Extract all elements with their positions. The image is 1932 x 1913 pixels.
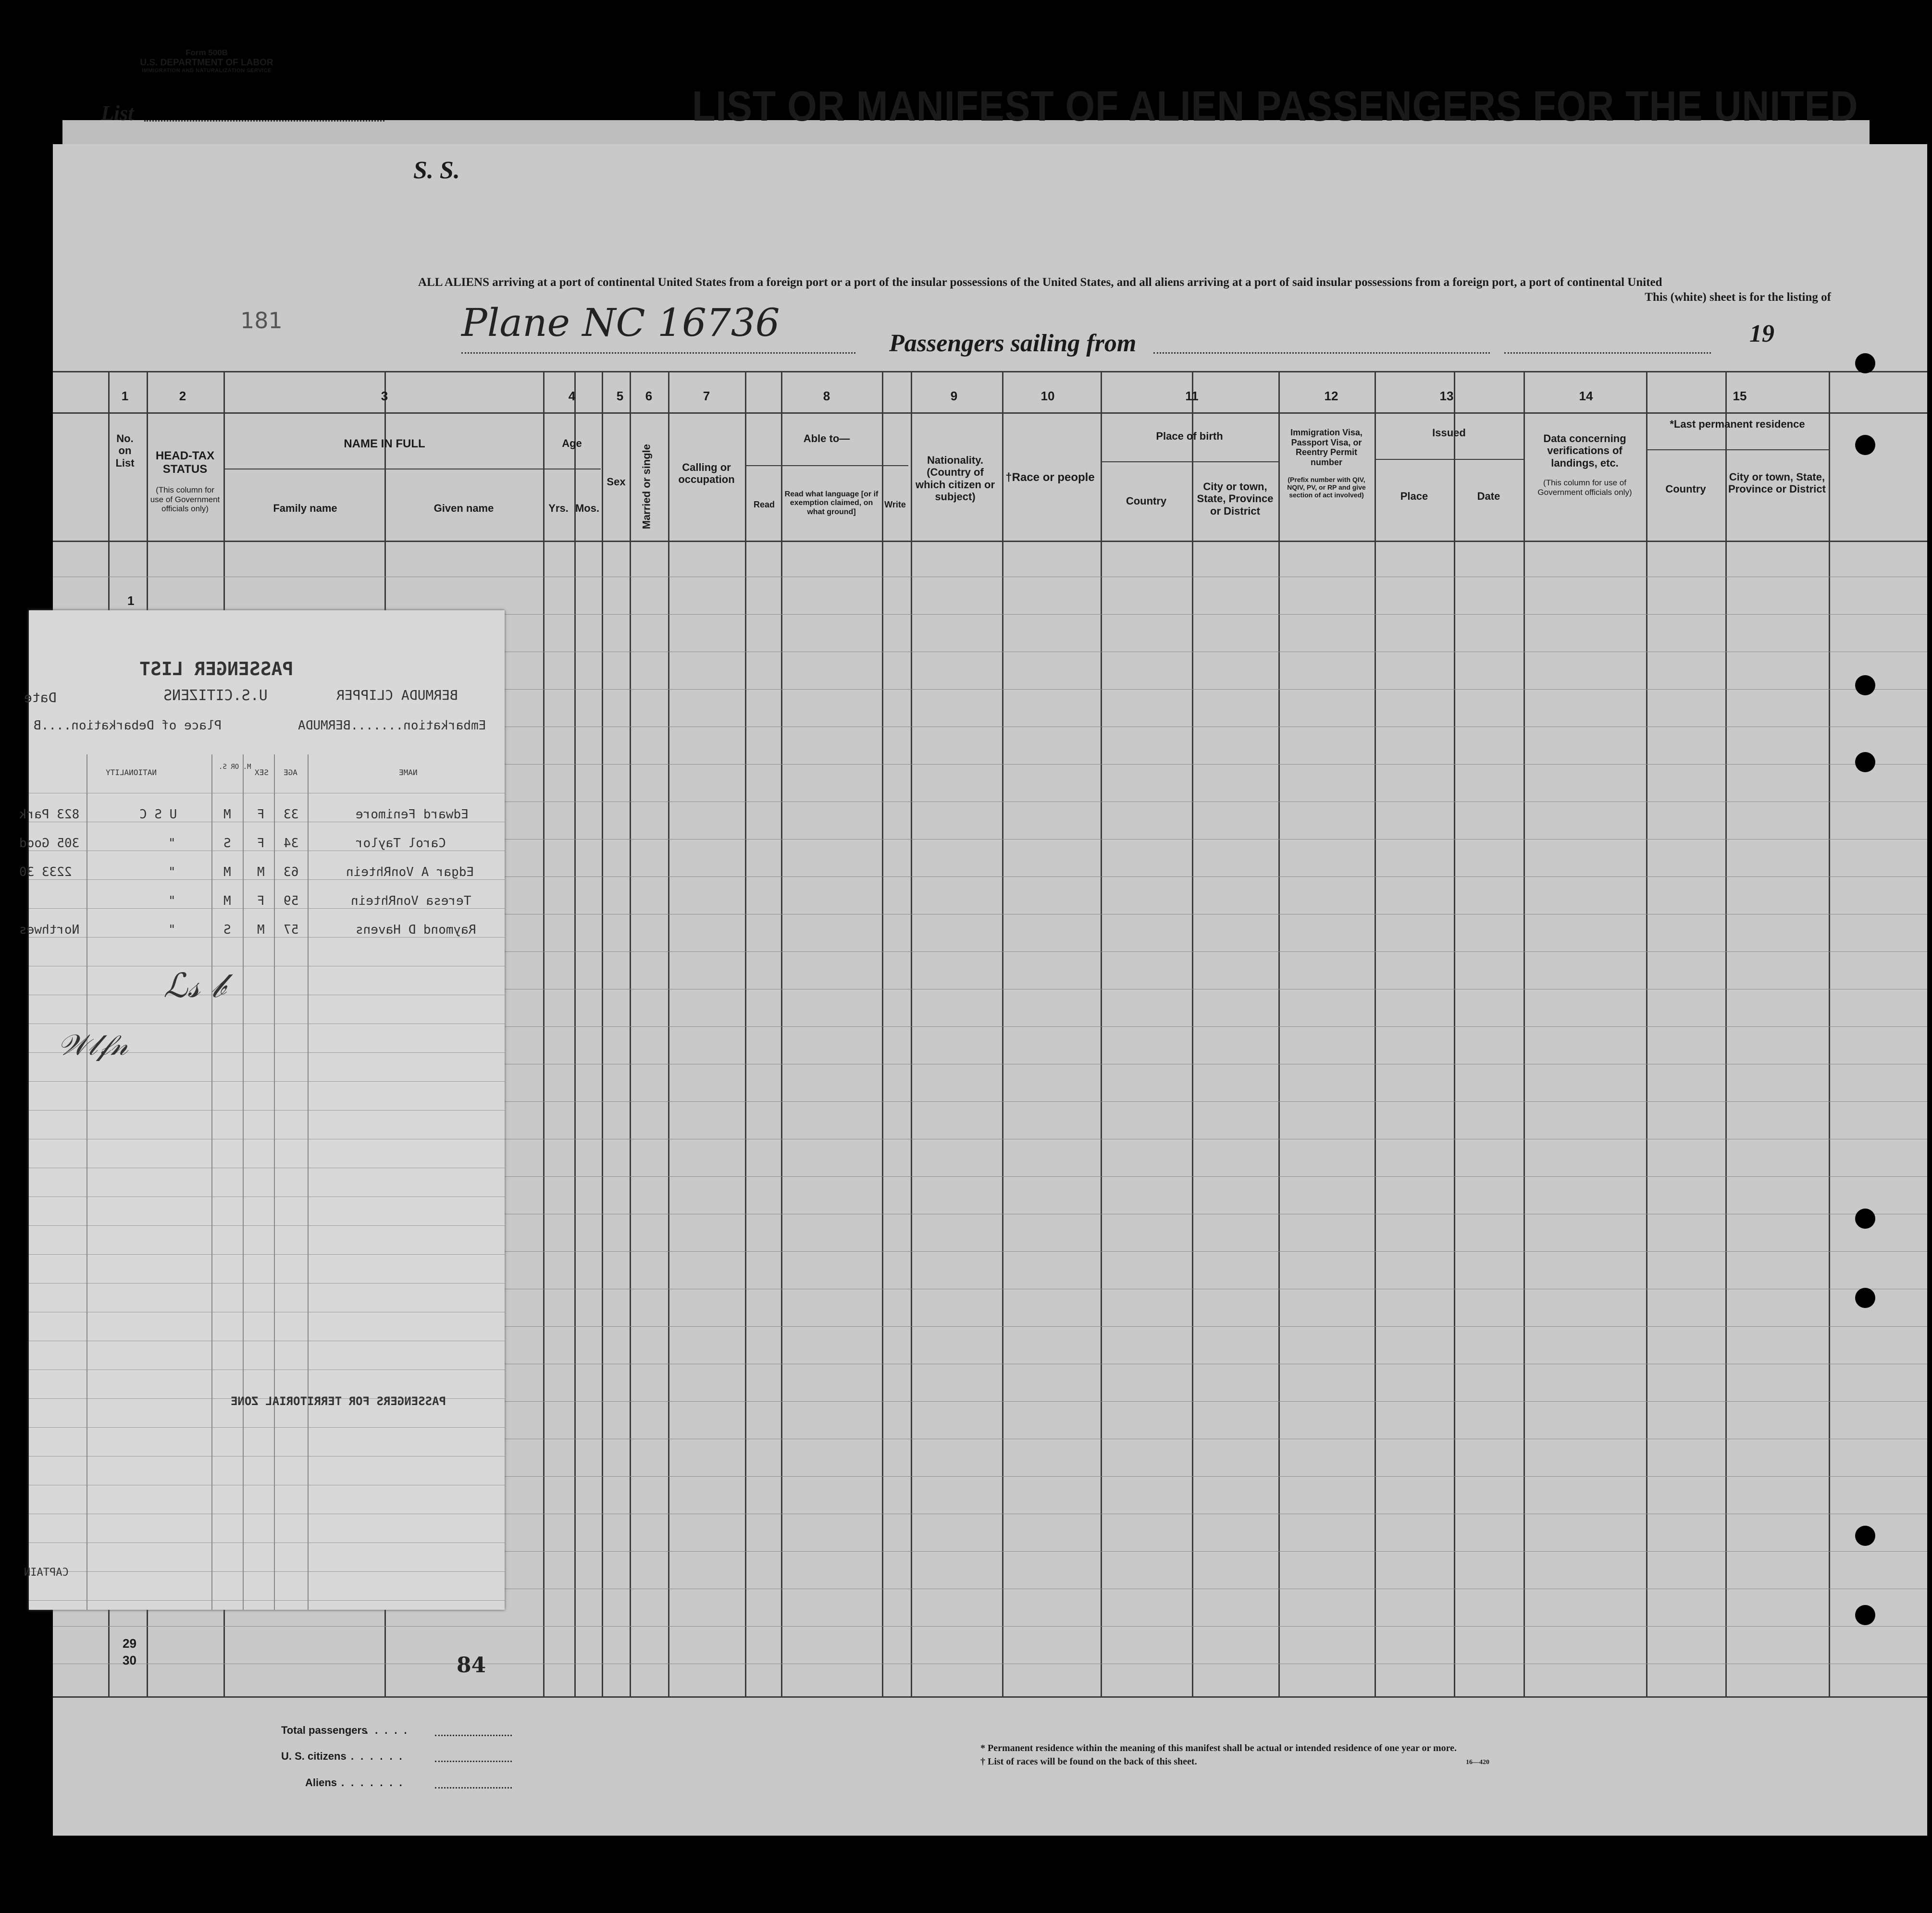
overlay-passenger-nationality: " [168, 894, 176, 908]
birth-header-divider [1101, 461, 1278, 462]
overlay-passenger-nationality: " [168, 923, 176, 937]
overlay-row-line [29, 1081, 505, 1082]
punch-hole [1855, 1209, 1875, 1229]
column-divider [543, 371, 545, 1696]
footer-dots: ....... [341, 1777, 409, 1789]
column-divider [911, 371, 912, 1696]
header-verifications: Data concerning verifications of landings, etc. [1543, 432, 1626, 469]
column-divider [1725, 371, 1727, 1696]
punch-hole [1855, 752, 1875, 772]
footnote-permanent-residence: * Permanent residence within the meaning of this manifest shall be actual or intended residence of one year or more. [980, 1743, 1457, 1753]
punch-hole [1855, 1526, 1875, 1546]
overlay-column-line [274, 754, 275, 1610]
sailing-from-label: Passengers sailing from [889, 330, 1137, 357]
overlay-clipper: BERMUDA CLIPPER [336, 687, 458, 703]
header-head-tax-note: (This column for use of Government officials only) [150, 485, 220, 514]
col-num-11: 11 [1185, 389, 1199, 403]
overlay-handwritten-signature: 𝒲𝓁𝒻𝓃 [58, 1028, 128, 1062]
column-divider [1454, 371, 1455, 1696]
overlay-passenger-name: Edward Fenimore [356, 807, 469, 822]
overlay-passenger-age: 33 [284, 807, 299, 822]
form-subtitle-line-1: ALL ALIENS arriving at a port of continental United States from a foreign port or a port of the insular possessions of the United States, and all aliens arriving at a port of said insular possessions from a foreign port, a port of continental United [418, 276, 1662, 289]
sailing-port-line [1153, 352, 1490, 354]
col-num-2: 2 [179, 389, 186, 403]
overlay-row-line [29, 879, 505, 880]
overlay-column-line [211, 754, 212, 1610]
overlay-embarkation: Embarkation.......BERMUDA [298, 718, 486, 733]
header-visa: Immigration Visa, Passport Visa, or Reentry Permit number [1290, 428, 1362, 468]
overlay-passenger-address: 823 Park [19, 807, 80, 822]
overlay-passenger-name: Raymond D Havens [356, 923, 476, 937]
overlay-passenger-ms: M [223, 807, 231, 822]
col-num-13: 13 [1439, 389, 1454, 403]
overlay-passenger-name: Edgar A VonRhtein [346, 865, 474, 879]
page-stamp-84: 84 [457, 1653, 486, 1678]
overlay-row-line [29, 937, 505, 938]
header-family-name: Family name [273, 502, 337, 514]
us-citizens-line [435, 1761, 512, 1762]
overlay-passenger-ms: S [223, 836, 231, 851]
header-verifications-note: (This column for use of Government officials only) [1537, 478, 1632, 497]
header-married-single: Married or single [640, 444, 653, 530]
margin-number: 181 [240, 308, 283, 333]
overlay-header-age: AGE [284, 768, 297, 777]
overlay-passenger-age: 59 [284, 894, 299, 908]
total-passengers-label: Total passengers [281, 1724, 368, 1736]
overlay-row-line [29, 1254, 505, 1255]
col-num-15: 15 [1733, 389, 1747, 403]
aliens-label: Aliens [305, 1777, 337, 1789]
overlay-passenger-age: 57 [284, 923, 299, 937]
header-able-to: Able to— [803, 432, 850, 444]
overlay-subtitle: U.S.CITIZENS [163, 687, 268, 704]
header-place-of-birth: Place of birth [1156, 430, 1223, 442]
punch-hole [1855, 675, 1875, 695]
issued-header-divider [1375, 459, 1523, 460]
table-bottom-border [53, 1696, 1927, 1698]
overlay-debarkation: Place of Debarkation....B [34, 718, 222, 733]
overlay-passenger-name: Teresa VonRhtein [351, 894, 471, 908]
column-divider [668, 371, 669, 1696]
header-race: †Race or people [1005, 471, 1095, 484]
overlay-passenger-age: 63 [284, 865, 299, 879]
table-row-line [53, 1626, 1927, 1627]
col-num-6: 6 [645, 389, 653, 403]
form-subtitle-line-2: This (white) sheet is for the listing of [1645, 291, 1831, 304]
overlay-passenger-ms: M [223, 894, 231, 908]
overlay-date-label: Date [24, 690, 57, 705]
year-prefix: 19 [1749, 320, 1774, 347]
col-num-5: 5 [616, 389, 624, 403]
header-birth-city: City or town, State, Province or District [1197, 481, 1274, 517]
overlay-footer-stamp: PASSENGERS FOR TERRITORIAL ZONE [231, 1395, 446, 1408]
service-name: IMMIGRATION AND NATURALIZATION SERVICE [142, 68, 272, 74]
punch-hole [1855, 353, 1875, 373]
overlay-row-line [29, 908, 505, 909]
overlay-row-line [29, 1571, 505, 1572]
overlay-header-sex: SEX [255, 768, 269, 777]
overlay-column-line [308, 754, 309, 1610]
header-sex: Sex [607, 476, 626, 488]
overlay-passenger-sex: F [257, 894, 265, 908]
column-divider [882, 371, 883, 1696]
row-number-29: 29 [123, 1636, 136, 1651]
col-num-1: 1 [121, 389, 129, 403]
overlay-passenger-age: 34 [284, 836, 299, 851]
column-divider [630, 371, 631, 1696]
overlay-passenger-nationality: " [168, 836, 176, 851]
column-divider [602, 371, 603, 1696]
us-citizens-label: U. S. citizens [281, 1750, 347, 1762]
overlay-captain-label: CAPTAIN [24, 1567, 69, 1579]
footer-dots: ...... [351, 1750, 409, 1762]
overlay-header-name: NAME [399, 768, 418, 777]
header-nationality: Nationality. (Country of which citizen or subject) [915, 454, 995, 503]
punch-hole [1855, 1605, 1875, 1625]
col-num-9: 9 [950, 389, 958, 403]
column-divider [745, 371, 746, 1696]
col-num-14: 14 [1579, 389, 1593, 403]
overlay-passenger-sex: M [257, 923, 265, 937]
header-given-name: Given name [433, 502, 494, 514]
column-divider [1101, 371, 1102, 1696]
header-issued-date: Date [1477, 490, 1500, 502]
form-title: LIST OR MANIFEST OF ALIEN PASSENGERS FOR THE UNITED [692, 82, 1858, 130]
header-residence-country: Country [1665, 483, 1706, 495]
header-issued-place: Place [1400, 490, 1428, 502]
pasted-passenger-list [19, 610, 505, 1610]
punch-hole [1855, 435, 1875, 455]
col-num-10: 10 [1040, 389, 1055, 403]
overlay-passenger-ms: M [223, 865, 231, 879]
overlay-row-line [29, 1110, 505, 1111]
col-num-8: 8 [823, 389, 830, 403]
ship-name-line [461, 352, 855, 354]
total-passengers-line [435, 1735, 512, 1736]
col-num-12: 12 [1324, 389, 1338, 403]
header-last-residence: *Last permanent residence [1670, 418, 1805, 430]
row-number-30: 30 [123, 1653, 136, 1667]
overlay-passenger-ms: S [223, 923, 231, 937]
overlay-row-line [29, 1600, 505, 1601]
overlay-passenger-sex: F [257, 807, 265, 822]
overlay-passenger-address: 305 Good [19, 836, 80, 851]
print-code: 16—420 [1466, 1759, 1489, 1766]
list-number-line [144, 120, 384, 122]
able-header-divider [745, 465, 908, 466]
list-label: List [101, 101, 134, 125]
overlay-passenger-nationality: U S C [139, 807, 177, 822]
overlay-column-line [243, 754, 244, 1610]
department-name: U.S. DEPARTMENT OF LABOR [140, 57, 273, 68]
overlay-passenger-sex: F [257, 836, 265, 851]
header-read-language: Read what language [or if exemption claimed, on what ground] [784, 490, 879, 516]
header-write: Write [884, 500, 906, 509]
column-divider [781, 371, 782, 1696]
overlay-handwritten-signature: ℒ𝓈 𝒷 [163, 966, 225, 1005]
column-divider [1278, 371, 1280, 1696]
overlay-passenger-sex: M [257, 865, 265, 879]
punch-hole [1855, 1288, 1875, 1308]
form-number: Form 500B [186, 48, 228, 57]
sailing-date-line [1504, 352, 1711, 354]
residence-header-divider [1646, 449, 1829, 450]
overlay-header-ms: M. OR S. [219, 763, 251, 771]
column-divider [1192, 371, 1193, 1696]
header-head-tax: HEAD-TAX STATUS [155, 449, 215, 476]
header-read: Read [753, 500, 775, 509]
column-divider [1375, 371, 1376, 1696]
column-divider [1829, 371, 1830, 1696]
header-age-months: Mos. [575, 502, 600, 514]
form-identifier [91, 48, 322, 74]
ship-handwritten: Plane NC 16736 [461, 300, 780, 345]
header-age-years: Yrs. [548, 502, 569, 514]
col-num-3: 3 [381, 389, 388, 403]
overlay-row-line [29, 1283, 505, 1284]
header-no-on-list: No. on List [115, 432, 135, 469]
header-name-in-full: NAME IN FULL [344, 437, 425, 450]
overlay-passenger-nationality: " [168, 865, 176, 879]
header-visa-note: (Prefix number with QIV, NQIV, PV, or RP and give section of act involved) [1287, 476, 1366, 499]
overlay-header-nationality: NATIONALITY [106, 768, 157, 777]
overlay-title: PASSENGER LIST [139, 658, 294, 679]
overlay-row-line [29, 1427, 505, 1428]
column-divider [1002, 371, 1003, 1696]
aliens-line [435, 1787, 512, 1789]
row-number-1: 1 [127, 593, 135, 608]
overlay-row-line [29, 1225, 505, 1226]
column-divider [574, 371, 576, 1696]
footnote-races: † List of races will be found on the back of this sheet. [980, 1756, 1197, 1767]
header-calling-occupation: Calling or occupation [678, 461, 735, 486]
footer-dots: ..... [365, 1724, 414, 1736]
column-divider [1646, 371, 1647, 1696]
header-age: Age [562, 437, 582, 449]
overlay-passenger-address: 2233 30 [19, 865, 72, 879]
header-residence-city: City or town, State, Province or District [1728, 471, 1826, 495]
column-divider [1523, 371, 1525, 1696]
col-num-7: 7 [703, 389, 710, 403]
ss-label: S. S. [413, 157, 460, 184]
col-num-4: 4 [568, 389, 576, 403]
header-birth-country: Country [1126, 495, 1167, 507]
header-issued: Issued [1432, 427, 1466, 439]
overlay-passenger-address: Northwes [19, 923, 80, 937]
overlay-passenger-name: Carol Taylor [356, 836, 446, 851]
